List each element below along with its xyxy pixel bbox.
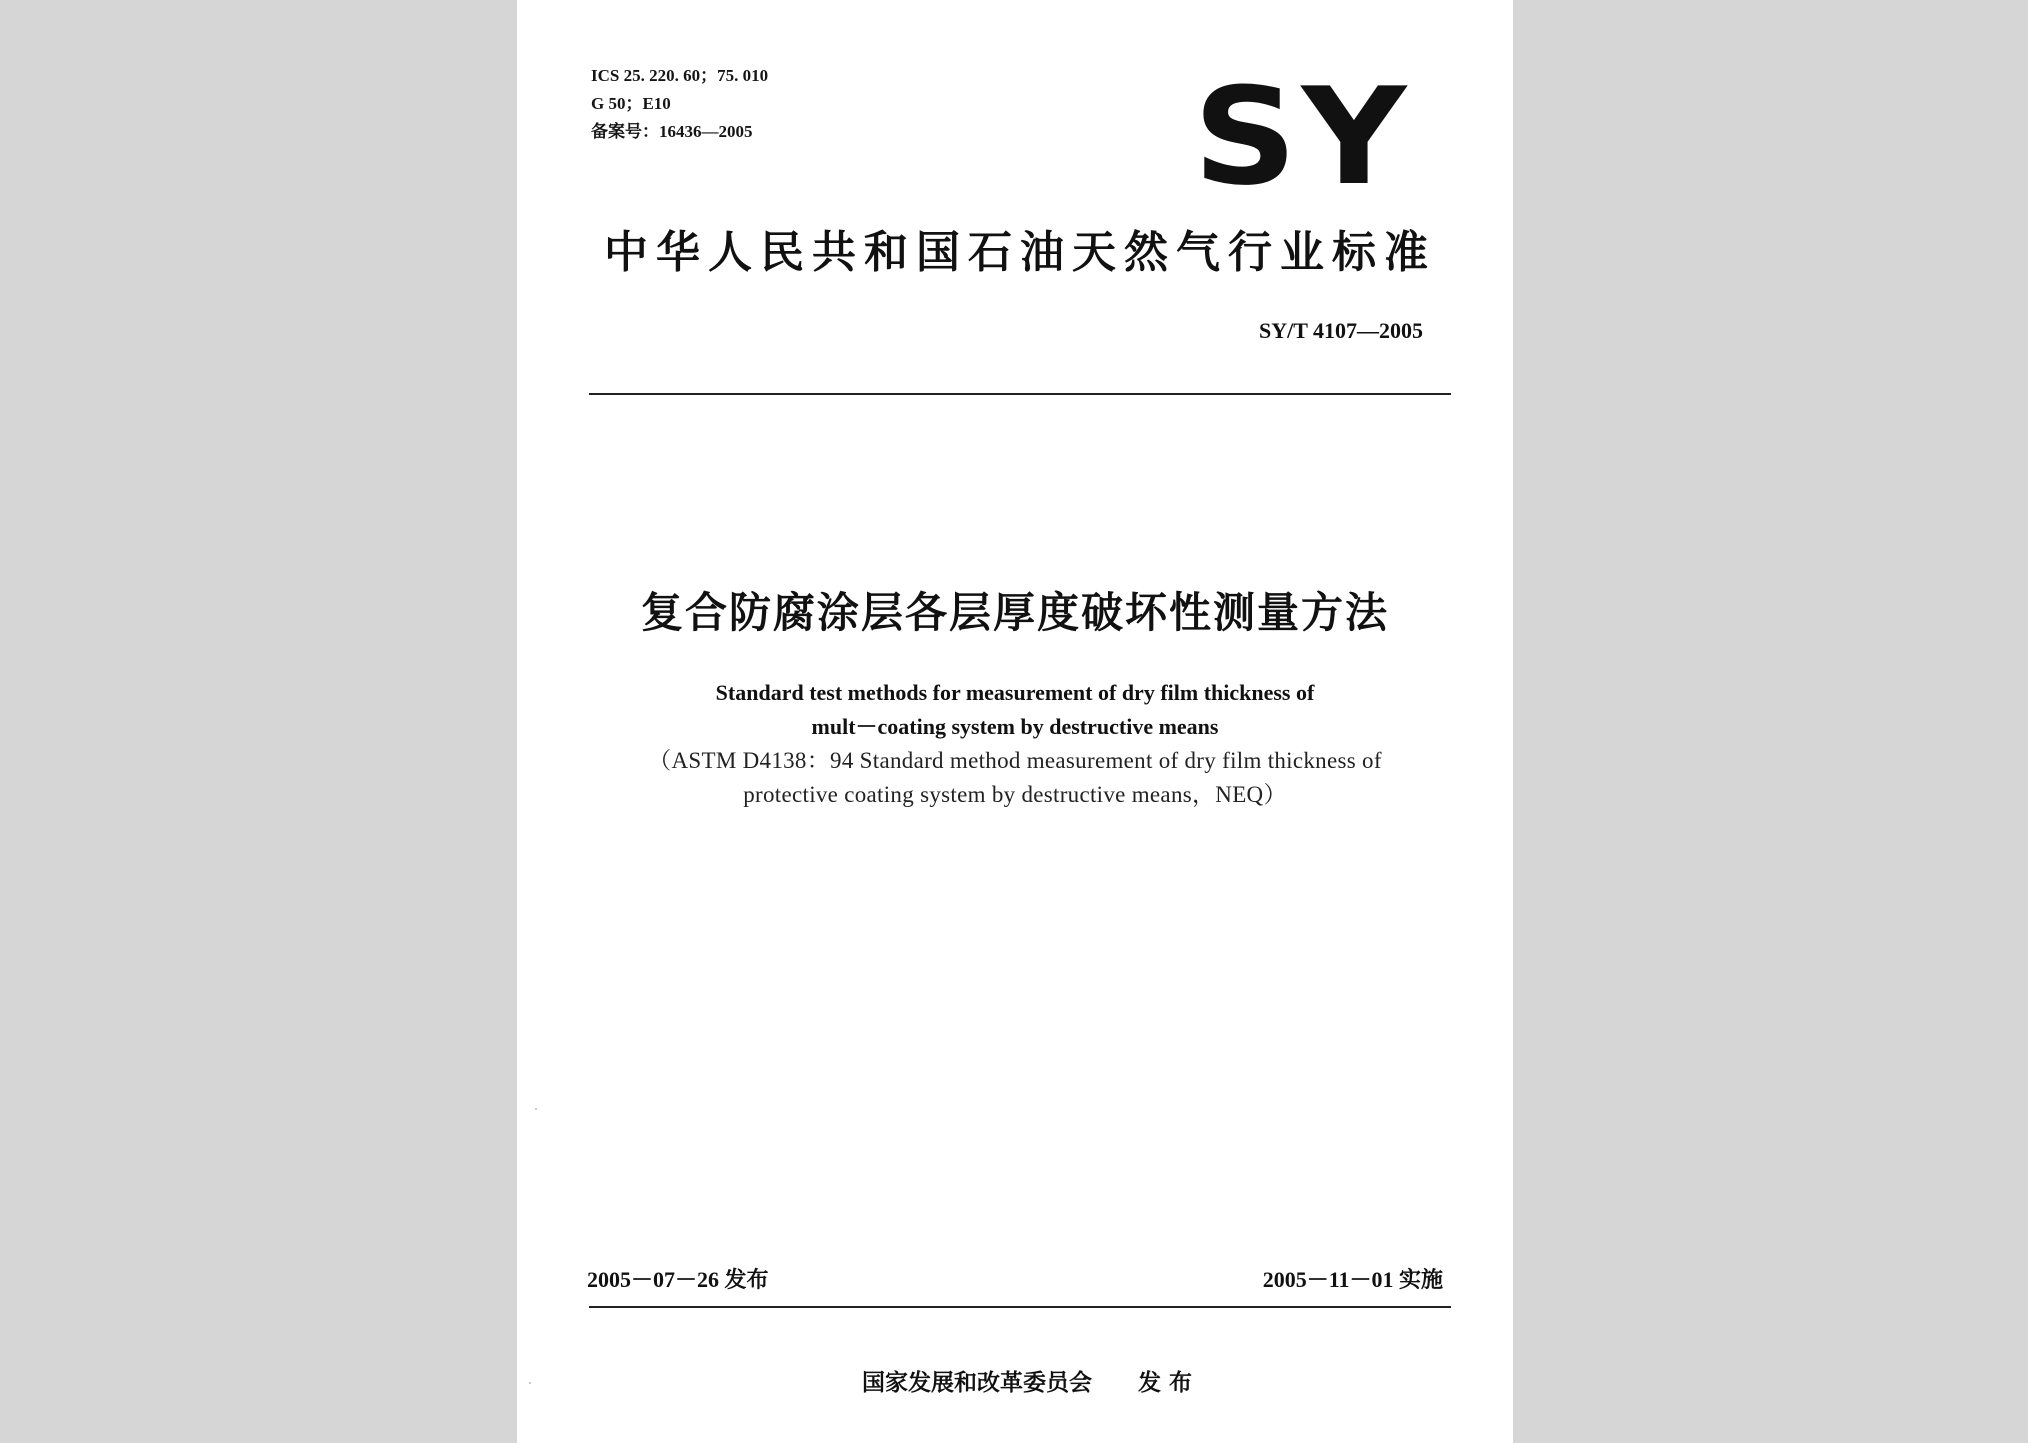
issue-date: 2005－07－26 发布: [587, 1267, 769, 1292]
english-title: [517, 676, 1513, 744]
scan-speck: [535, 1108, 537, 1110]
filing-number: 备案号：16436—2005: [591, 122, 753, 141]
bottom-divider: [589, 1306, 1451, 1308]
top-divider: [589, 393, 1451, 395]
document-page: [517, 0, 1513, 1443]
reference-line-2: protective coating system by destructive means，NEQ）: [743, 782, 1287, 807]
english-title-line-1: Standard test methods for measurement of dry film thickness of: [715, 680, 1315, 705]
ccs-code: G 50；E10: [591, 94, 671, 113]
publisher-line: [517, 1364, 1513, 1397]
english-title-line-2: mult－coating system by destructive means: [811, 714, 1219, 739]
publisher-action: 发 布: [1137, 1370, 1192, 1396]
publisher-org: 国家发展和改革委员会: [861, 1370, 1092, 1396]
scan-speck: [529, 1382, 531, 1384]
standard-number: SY/T 4107—2005: [1258, 318, 1423, 343]
chinese-title: 复合防腐涂层各层厚度破坏性测量方法: [640, 588, 1389, 637]
ics-code: ICS 25. 220. 60；75. 010: [591, 66, 769, 85]
sy-logo: SY: [1193, 59, 1411, 215]
implementation-date: 2005－11－01 实施: [1262, 1267, 1443, 1292]
reference-standard: [517, 744, 1513, 812]
classification-codes: [591, 62, 768, 146]
org-title: 中华人民共和国石油天然气行业标准: [604, 227, 1436, 278]
reference-line-1: （ASTM D4138：94 Standard method measurement of dry film thickness of: [648, 748, 1382, 773]
